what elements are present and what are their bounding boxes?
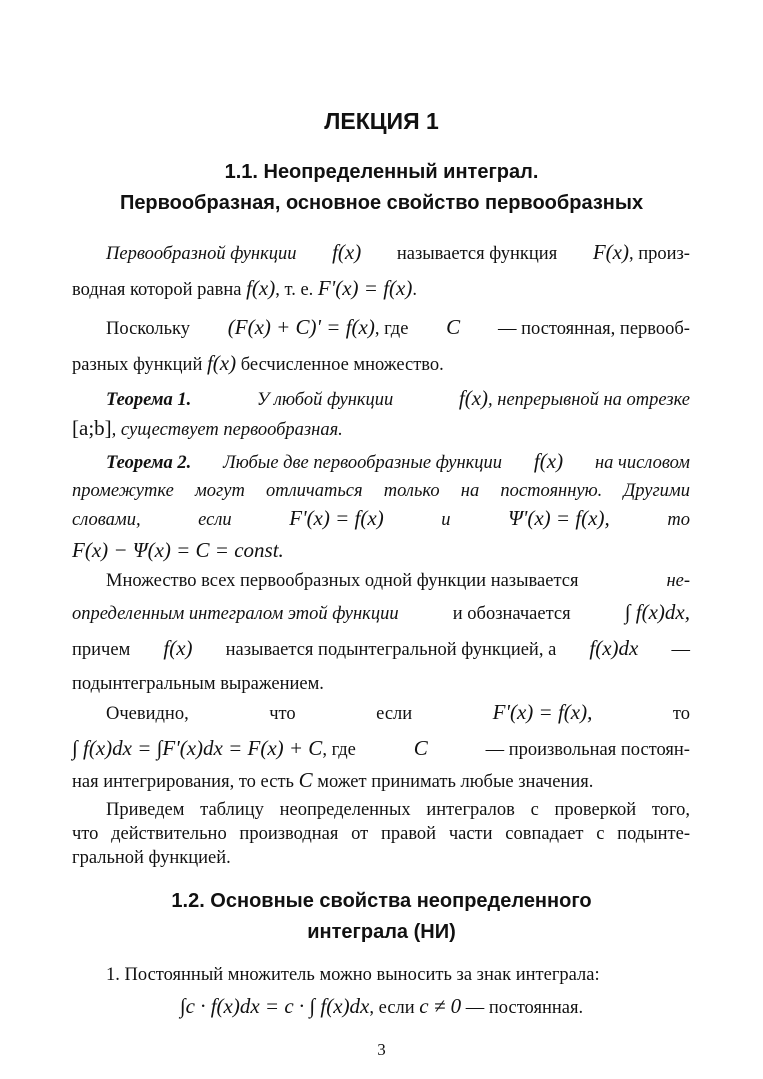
p1-text: , произ- <box>628 244 690 264</box>
p3-formula-f: f(x) <box>163 636 193 660</box>
property-1-formula-line: ∫c · f(x)dx = c · ∫ f(x)dx, если c ≠ 0 — постоянная. <box>179 994 584 1018</box>
p4-line-2: ∫ f(x)dx = ∫F'(x)dx = F(x) + C, где C — произвольная постоян- <box>72 736 690 760</box>
p3-integral-formula: ∫ f(x)dx, <box>624 600 690 624</box>
theorem-2-formula-psi: Ψ'(x) = f(x), <box>508 506 610 530</box>
theorem-2-line-2: промежутке могут отличаться только на постоянную. Другими <box>72 481 690 501</box>
p1-formula-F: F(x) <box>592 240 629 264</box>
p2-line-2: разных функций f(x) бесчисленное множество. <box>72 351 444 375</box>
theorem-2-formula: f(x) <box>533 449 564 473</box>
theorem-2-formula-difference: F(x) − Ψ(x) = C = const. <box>72 538 284 562</box>
p4-line-3: ная интегрирования, то есть C может принимать любые значения. <box>72 768 594 792</box>
p3-indefinite-integral-term: определенным интегралом этой функции <box>72 604 399 624</box>
p4-constant: C <box>413 736 428 760</box>
p2-line-1: Поскольку (F(x) + C)' = f(x), где C — постоянная, первооб- <box>106 313 690 341</box>
p2-formula-f: f(x) <box>206 351 237 375</box>
p3-line-2: определенным интегралом этой функции и обозначается ∫ f(x)dx, <box>72 598 690 626</box>
p3-line-1: Множество всех первообразных одной функции называется не- <box>106 571 690 591</box>
p1-text: водная которой равна <box>72 280 242 300</box>
section-2-heading-line-2: интеграла (НИ) <box>307 921 456 943</box>
p5-line-3: гральной функцией. <box>72 848 231 868</box>
p1-antiderivative-term: Первообразной функции <box>106 244 297 264</box>
p3-formula-fdx: f(x)dx <box>589 636 639 660</box>
section-2-heading-line-1: 1.2. Основные свойства неопределенного <box>171 890 592 912</box>
lecture-title: ЛЕКЦИЯ 1 <box>324 108 439 134</box>
theorem-1-line-2: [a;b], существует первообразная. <box>72 416 343 440</box>
p4-line-1: Очевидно, что если F'(x) = f(x), то <box>106 700 690 724</box>
page-number: 3 <box>377 1040 386 1059</box>
p3-line-3: причем f(x) называется подынтегральной функцией, а f(x)dx — <box>72 636 690 660</box>
p5-line-1: Приведем таблицу неопределенных интегралов с проверкой того, <box>106 800 690 820</box>
theorem-2-line-3: словами, если F'(x) = f(x) и Ψ'(x) = f(x), то <box>72 506 690 530</box>
theorem-2-line-1: Теорема 2. Любые две первообразные функции f(x) на числовом <box>106 449 690 473</box>
property-1-formula: ∫c · f(x)dx = c · ∫ f(x)dx <box>179 994 370 1018</box>
p1-text: , т. е. <box>275 280 314 300</box>
property-1-text: 1. Постоянный множитель можно выносить за знак интеграла: <box>106 965 600 985</box>
theorem-1-segment: [a;b] <box>72 416 112 440</box>
p4-constant: C <box>298 768 313 792</box>
theorem-2-line-4 <box>72 536 690 564</box>
p1-formula-derivative: F'(x) = f(x) <box>317 276 413 300</box>
theorem-2-formula-F: F'(x) = f(x) <box>289 506 384 530</box>
p1-line-1 <box>106 238 690 266</box>
theorem-1-label: Теорема 1. <box>106 390 192 410</box>
p2-text: Поскольку <box>106 319 190 339</box>
p2-constant: C <box>446 315 461 339</box>
section-1-heading-line-1: 1.1. Неопределенный интеграл. <box>224 161 539 183</box>
theorem-1-formula: f(x) <box>458 386 489 410</box>
p2-text: — постоянная, первооб- <box>497 319 690 339</box>
theorem-2-label: Теорема 2. <box>106 453 192 473</box>
p4-integral-formula: ∫ f(x)dx = ∫F'(x)dx = F(x) + C <box>72 736 323 760</box>
theorem-1-line-1: Теорема 1. У любой функции f(x), непрерывной на отрезке <box>106 386 690 410</box>
p4-formula-derivative: F'(x) = f(x), <box>492 700 593 724</box>
p2-formula: (F(x) + C)' = f(x) <box>227 315 375 339</box>
section-1-heading-line-2: Первообразная, основное свойство первообразных <box>119 192 644 214</box>
property-1-condition: c ≠ 0 <box>419 994 462 1018</box>
p1-formula-f: f(x) <box>246 276 276 300</box>
p5-line-2: что действительно производная от правой части совпадает с подынте- <box>72 824 690 844</box>
p3-line-4: подынтегральным выражением. <box>72 674 324 694</box>
p1-line-2: водная которой равна f(x), т. е. F'(x) = f(x). <box>72 276 417 300</box>
p1-formula-f: f(x) <box>332 240 362 264</box>
p1-text: называется функция <box>396 244 558 264</box>
